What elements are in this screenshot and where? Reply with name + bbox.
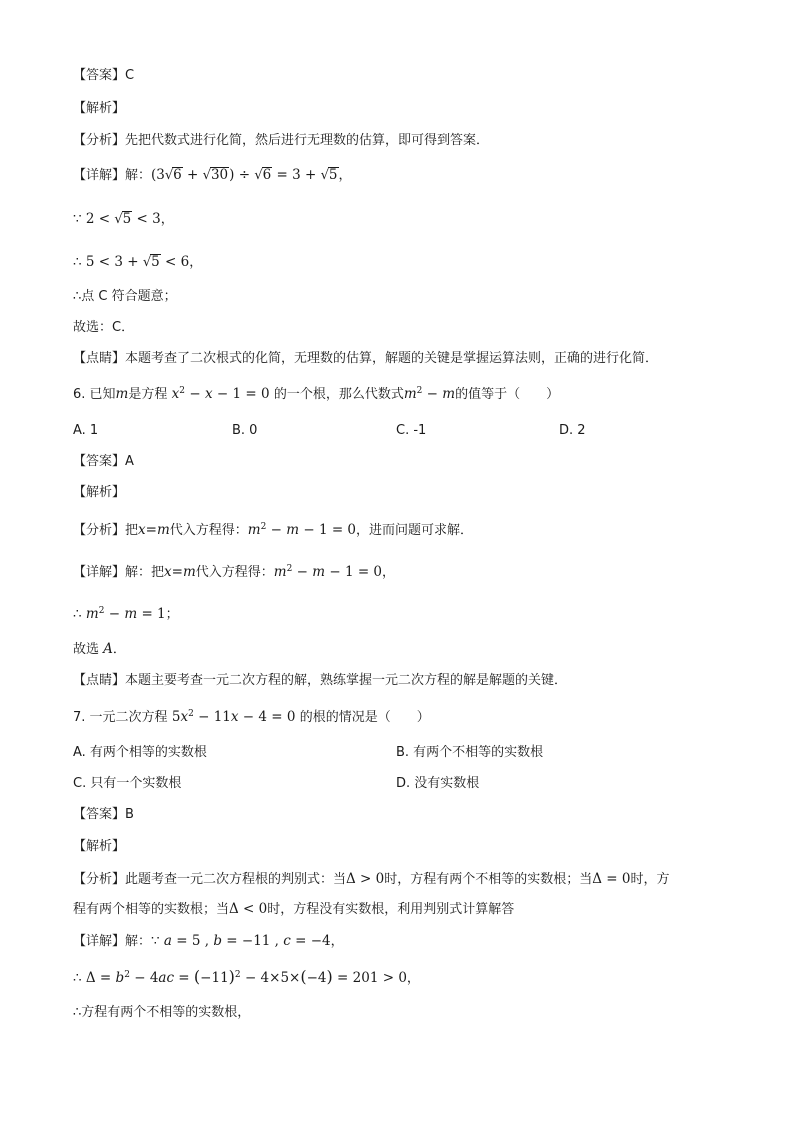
q7-stem: 7. 一元二次方程 $5x^2 - 11x - 4 = 0$ 的根的情况是（ ） (73, 709, 430, 725)
q6-step-2: ∴ $m^2 - m = 1$； (73, 606, 179, 622)
q7-option-a: A. 有两个相等的实数根 (73, 745, 207, 760)
q5-expr-1: (3√6 + √30) ÷ √6 = 3 + √5 (151, 167, 338, 183)
q7-answer: 【答案】B (73, 807, 134, 822)
q5-analysis-heading: 【解析】 (73, 101, 126, 116)
q7-fenxi-line-1: 【分析】此题考查一元二次方程根的判别式：当Δ > 0时，方程有两个不相等的实数根；当Δ = 0时，方 (73, 871, 670, 887)
q5-step-5: 故选：C． (73, 320, 135, 335)
q6-analysis-heading: 【解析】 (73, 485, 126, 500)
q7-option-c: C. 只有一个实数根 (73, 776, 182, 791)
q6-answer: 【答案】A (73, 454, 134, 469)
q7-step-3: ∴方程有两个不相等的实数根， (73, 1005, 251, 1020)
q5-dianjing: 【点睛】本题考查了二次根式的化简，无理数的估算，解题的关键是掌握运算法则，正确的进行化简． (73, 351, 659, 366)
q5-step-2: ∵ 2 < √5 < 3， (73, 211, 174, 227)
q6-option-b: B. 0 (232, 423, 258, 438)
q6-stem: 6. 已知m是方程 $x^2 - x - 1 = 0$ 的一个根，那么代数式$m^2 - m$的值等于（ ） (73, 386, 560, 402)
q5-xiangjie: 【详解】解：(3√6 + √30) ÷ √6 = 3 + √5， (73, 167, 352, 183)
q7-option-b: B. 有两个不相等的实数根 (396, 745, 544, 760)
q6-xiangjie: 【详解】解：把x=m代入方程得：$m^2 - m - 1 = 0$， (73, 564, 396, 580)
q6-fenxi: 【分析】把x=m代入方程得：$m^2 - m - 1 = 0$，进而问题可求解． (73, 522, 474, 538)
q6-dianjing: 【点睛】本题主要考查一元二次方程的解，熟练掌握一元二次方程的解是解题的关键． (73, 673, 568, 688)
q7-analysis-heading: 【解析】 (73, 839, 126, 854)
q5-step-4: ∴点 C 符合题意； (73, 289, 177, 304)
q7-fenxi-line-2: 程有两个相等的实数根；当Δ < 0时，方程没有实数根，利用判别式计算解答 (73, 901, 515, 917)
q6-option-a: A. 1 (73, 423, 99, 438)
q6-option-d: D. 2 (559, 423, 586, 438)
q7-option-d: D. 没有实数根 (396, 776, 480, 791)
q7-xiangjie: 【详解】解：∵ a = 5 , b = −11 , c = −4， (73, 933, 344, 949)
q6-step-3: 故选 A． (73, 641, 126, 657)
q7-step-2: ∴ $\Delta = b^2 - 4ac = (-11)^2 - 4\times 5\times(-4) = 201 > 0$， (73, 967, 420, 986)
q5-fenxi: 【分析】先把代数式进行化简，然后进行无理数的估算，即可得到答案． (73, 133, 490, 148)
q5-answer: 【答案】C (73, 68, 135, 83)
q6-option-c: C. -1 (396, 423, 427, 438)
q5-step-3: ∴ 5 < 3 + √5 < 6， (73, 254, 203, 270)
